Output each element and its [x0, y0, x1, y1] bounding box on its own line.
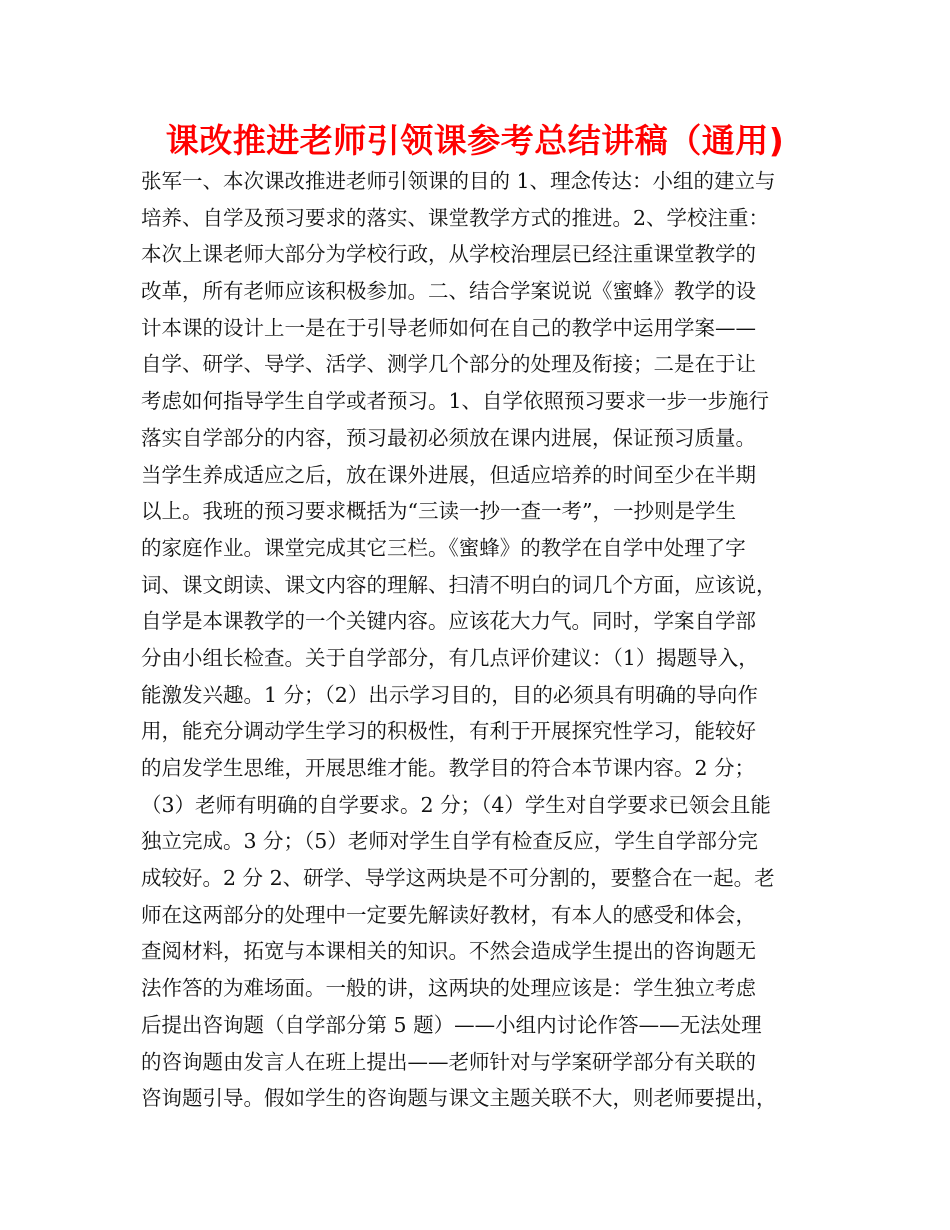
body-line: 成较好。2 分 2、研学、导学这两块是不可分割的，要整合在一起。老	[141, 866, 775, 891]
body-line: 查阅材料，拓宽与本课相关的知识。不然会造成学生提出的咨询题无	[141, 939, 756, 964]
document-title: 课改推进老师引领课参考总结讲稿（通用)	[165, 121, 785, 160]
body-line: 后提出咨询题（自学部分第 5 题）——小组内讨论作答——无法处理	[141, 1012, 762, 1037]
body-line: 本次上课老师大部分为学校行政，从学校治理层已经注重课堂教学的	[141, 242, 756, 267]
body-line: 自学是本课教学的一个关键内容。应该花大力气。同时，学案自学部	[141, 609, 756, 634]
body-line: 法作答的为难场面。一般的讲，这两块的处理应该是：学生独立考虑	[141, 976, 756, 1001]
document-body	[141, 163, 831, 1117]
body-line: 分由小组长检查。关于自学部分，有几点评价建议：（1）揭题导入，	[141, 645, 759, 670]
body-line: 独立完成。3 分；（5）老师对学生自学有检查反应，学生自学部分完	[141, 829, 758, 854]
body-line: 培养、自学及预习要求的落实、课堂教学方式的推进。2、学校注重：	[141, 205, 770, 230]
body-line: 的启发学生思维，开展思维才能。教学目的符合本节课内容。2 分；	[141, 756, 756, 780]
body-line: 的咨询题由发言人在班上提出——老师针对与学案研学部分有关联的	[141, 1049, 756, 1074]
body-line: 用，能充分调动学生学习的积极性，有利于开展探究性学习，能较好	[141, 719, 756, 744]
body-line: 考虑如何指导学生自学或者预习。1、自学依照预习要求一步一步施行	[141, 389, 770, 414]
body-line: 咨询题引导。假如学生的咨询题与课文主题关联不大，则老师要提出，	[141, 1086, 777, 1111]
body-line: 的家庭作业。课堂完成其它三栏。《蜜蜂》的教学在自学中处理了字	[141, 535, 746, 560]
body-line: 落实自学部分的内容，预习最初必须放在课内进展，保证预习质量。	[141, 425, 756, 450]
body-line: 词、课文朗读、课文内容的理解、扫清不明白的词几个方面，应该说，	[141, 572, 777, 597]
body-line: 以上。我班的预习要求概括为“三读一抄一查一考”，一抄则是学生	[141, 499, 736, 524]
body-line: 师在这两部分的处理中一定要先解读好教材，有本人的感受和体会，	[141, 902, 756, 927]
body-line: 自学、研学、导学、活学、测学几个部分的处理及衔接；二是在于让	[141, 352, 756, 377]
body-line: 能激发兴趣。1 分；（2）出示学习目的，目的必须具有明确的导向作	[141, 682, 758, 707]
body-line: 改革，所有老师应该积极参加。二、结合学案说说《蜜蜂》教学的设	[141, 279, 756, 304]
body-line: 当学生养成适应之后，放在课外进展，但适应培养的时间至少在半期	[141, 462, 756, 487]
body-line: （3）老师有明确的自学要求。2 分；（4）学生对自学要求已领会且能	[141, 792, 771, 817]
body-line: 张军一、本次课改推进老师引领课的目的 1、理念传达：小组的建立与	[141, 169, 776, 193]
body-line: 计本课的设计上一是在于引导老师如何在自己的教学中运用学案——	[141, 315, 756, 340]
